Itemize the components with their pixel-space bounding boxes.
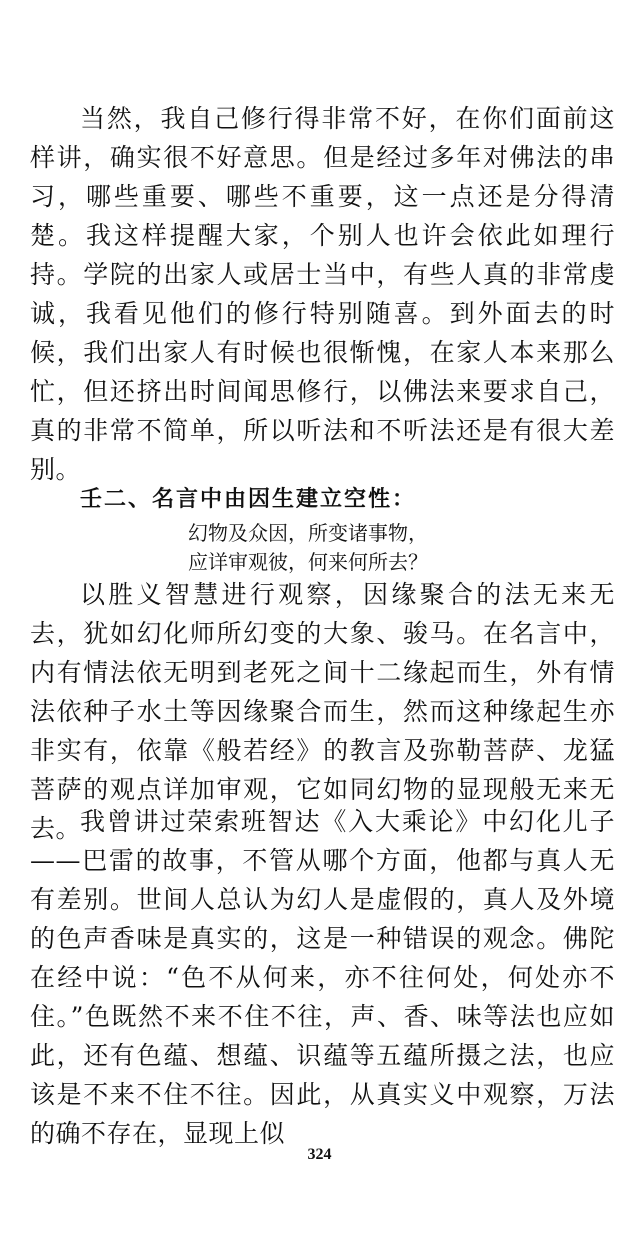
page-number: 324 xyxy=(307,1146,332,1163)
verse-line-1: 幻物及众因，所变诸事物， xyxy=(188,521,428,545)
verse-line-2: 应详审观彼，何来何所去？ xyxy=(188,550,428,574)
paragraph-1: 当然，我自己修行得非常不好，在你们面前这样讲，确实很不好意思。但是经过多年对佛法的串习，哪些重要、哪些不重要，这一点还是分得清楚。我这样提醒大家，个别人也许会依此如理行持。学院的出家人或居士当中，有些人真的非常虔诚，我看见他们的修行特别随喜。到外面去的时候，我们出家人有时候也很惭愧，在家人本来那么忙，但还挤出时间闻思修行，以佛法来要求自己，真的非常不简单，所以听法和不听法还是有很大差别。 xyxy=(30,104,615,484)
paragraph-2: 以胜义智慧进行观察，因缘聚合的法无来无去，犹如幻化师所幻变的大象、骏马。在名言中，内有情法依无明到老死之间十二缘起而生，外有情法依种子水土等因缘聚合而生，然而这种缘起生亦非实有，依靠《般若经》的教言及弥勒菩萨、龙猛菩萨的观点详加审观，它如同幻物的显现般无来无去。 xyxy=(30,580,615,843)
section-heading: 壬二、名言中由因生建立空性： xyxy=(80,487,417,512)
paragraph-3: 我曾讲过荣索班智达《入大乘论》中幻化儿子——巴雷的故事，不管从哪个方面，他都与真人无有差别。世间人总认为幻人是虚假的，真人及外境的色声香味是真实的，这是一种错误的观念。佛陀在经中说：“色不从何来，亦不往何处，何处亦不住。”色既然不来不住不往，声、香、味等法也应如此，还有色蕴、想蕴、识蕴等五蕴所摄之法，也应该是不来不住不往。因此，从真实义中观察，万法的确不存在，显现上似 xyxy=(30,807,615,1148)
